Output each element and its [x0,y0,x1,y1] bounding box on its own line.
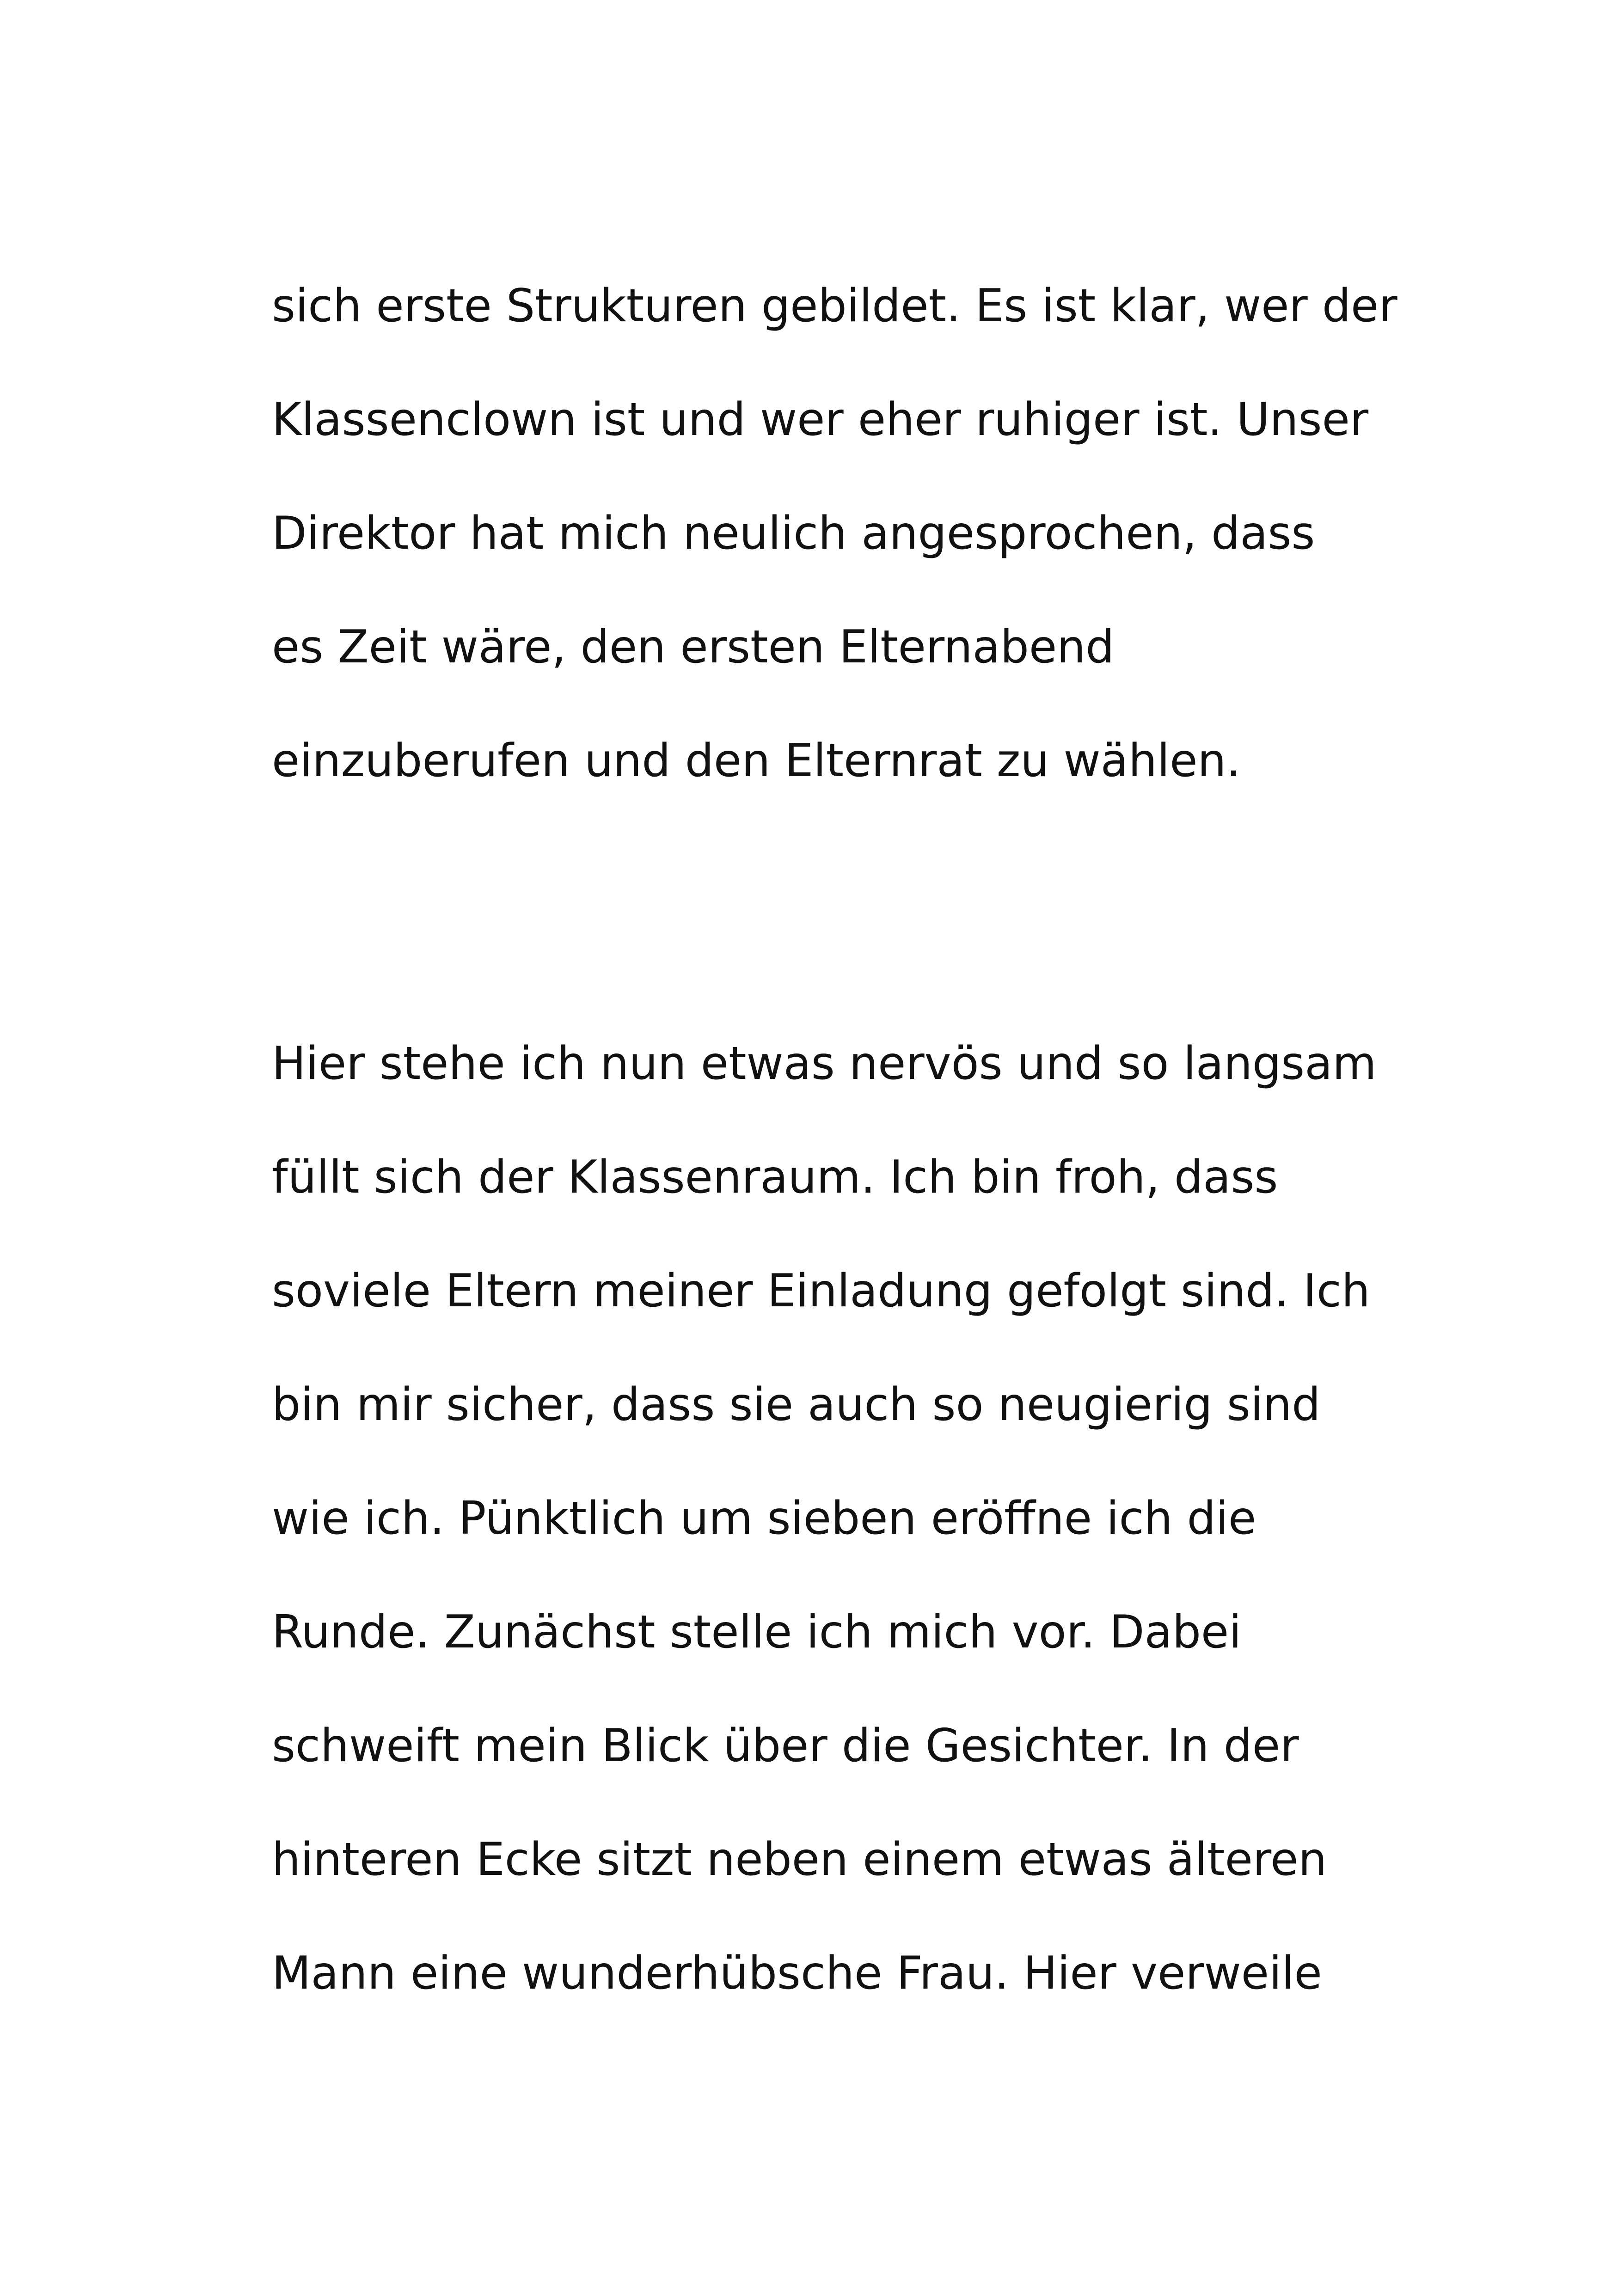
text-line: es Zeit wäre, den ersten Elternabend [272,621,1115,673]
text-line: schweift mein Blick über die Gesichter. In der [272,1720,1299,1772]
text-line: einzuberufen und den Elternrat zu wählen. [272,735,1241,787]
text-line: sich erste Strukturen gebildet. Es ist klar, wer der [272,280,1397,332]
text-line: soviele Eltern meiner Einladung gefolgt sind. Ich [272,1265,1370,1317]
text-line: Hier stehe ich nun etwas nervös und so langsam [272,1037,1377,1090]
text-line: Klassenclown ist und wer eher ruhiger ist. Unser [272,393,1369,446]
text-line: Mann eine wunderhübsche Frau. Hier verweile [272,1947,1322,2000]
text-line: füllt sich der Klassenraum. Ich bin froh, dass [272,1151,1278,1204]
text-line: Direktor hat mich neulich angesprochen, dass [272,507,1315,560]
text-line: bin mir sicher, dass sie auch so neugierig sind [272,1378,1321,1431]
text-line: wie ich. Pünktlich um sieben eröffne ich die [272,1492,1256,1545]
text-line: Runde. Zunächst stelle ich mich vor. Dabei [272,1606,1242,1659]
text-line: hinteren Ecke sitzt neben einem etwas älteren [272,1833,1327,1886]
